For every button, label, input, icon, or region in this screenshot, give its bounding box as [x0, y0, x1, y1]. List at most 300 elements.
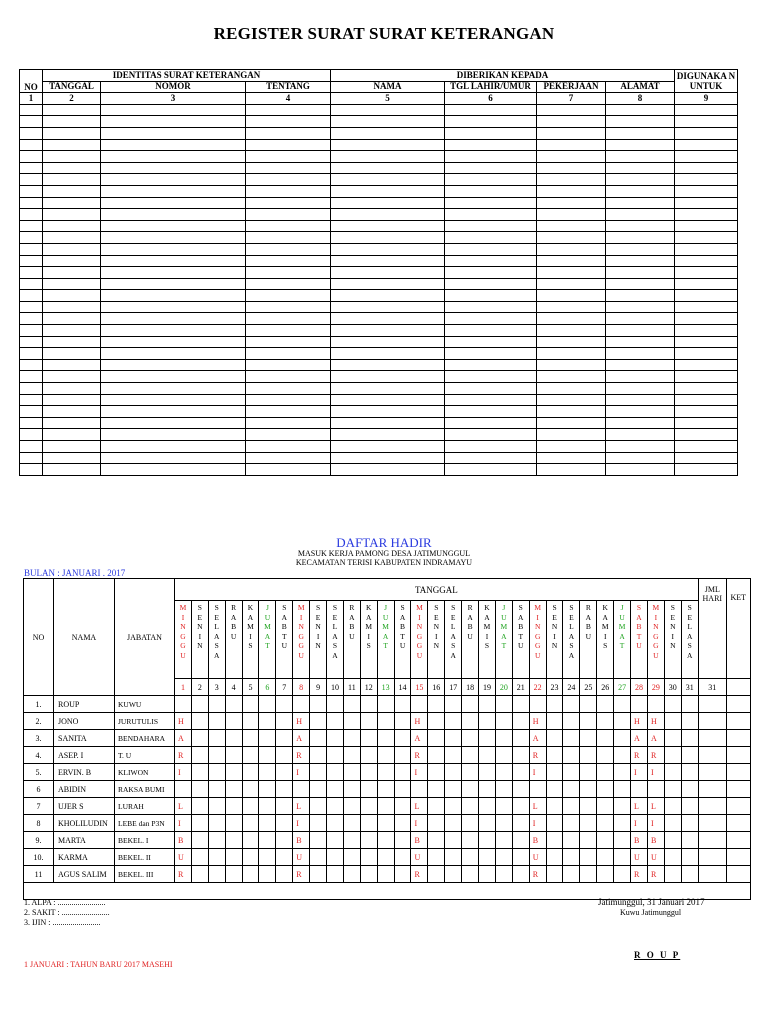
day-cell: [580, 781, 597, 798]
register-cell: [445, 359, 537, 371]
register-cell: [43, 394, 101, 406]
day-cell: [614, 764, 631, 781]
day-cell: [191, 832, 208, 849]
register-cell: [20, 417, 43, 429]
row-ket: [726, 730, 750, 747]
day-cell: [479, 866, 496, 883]
register-cell: [537, 185, 606, 197]
day-cell: [580, 696, 597, 713]
register-cell: [43, 220, 101, 232]
register-cell: [445, 162, 537, 174]
register-row: [20, 116, 738, 128]
day-cell: [310, 866, 327, 883]
day-cell: [664, 730, 681, 747]
register-title: REGISTER SURAT SURAT KETERANGAN: [213, 24, 555, 43]
day-cell: [664, 764, 681, 781]
holiday-mark: L: [647, 798, 664, 815]
day-cell: [310, 798, 327, 815]
holiday-mark: H: [293, 713, 310, 730]
day-cell: [614, 815, 631, 832]
day-cell: [343, 764, 360, 781]
day-cell: [462, 764, 479, 781]
day-cell: [225, 866, 242, 883]
register-cell: [20, 394, 43, 406]
header-tentang: TENTANG: [246, 81, 331, 93]
register-cell: [445, 197, 537, 209]
day-cell: [360, 747, 377, 764]
register-cell: [445, 127, 537, 139]
register-cell: [675, 139, 738, 151]
day-cell: [681, 815, 698, 832]
day-name-23: S E N I N: [546, 601, 563, 679]
register-cell: [537, 232, 606, 244]
day-cell: [664, 815, 681, 832]
day-cell: [242, 781, 259, 798]
day-number-22: 22: [529, 679, 546, 696]
register-cell: [20, 301, 43, 313]
register-cell: [445, 452, 537, 464]
register-cell: [445, 232, 537, 244]
day-cell: [495, 713, 512, 730]
attendance-row: [24, 849, 751, 866]
day-name-10: S E L A S A: [327, 601, 344, 679]
register-cell: [606, 441, 675, 453]
register-cell: [331, 174, 445, 186]
day-cell: [360, 781, 377, 798]
register-cell: [606, 313, 675, 325]
register-cell: [43, 151, 101, 163]
register-cell: [20, 278, 43, 290]
register-cell: [43, 336, 101, 348]
day-number-27: 27: [614, 679, 631, 696]
register-cell: [606, 278, 675, 290]
legend-sakit: 2. SAKIT : ........................: [24, 908, 110, 917]
day-cell: [681, 713, 698, 730]
register-row: [20, 336, 738, 348]
holiday-mark: I: [529, 764, 546, 781]
register-cell: [246, 139, 331, 151]
day-cell: [647, 781, 664, 798]
day-number-29: 29: [647, 679, 664, 696]
register-cell: [445, 220, 537, 232]
day-name-12: K A M I S: [360, 601, 377, 679]
register-row: [20, 185, 738, 197]
register-cell: [331, 255, 445, 267]
register-cell: [445, 209, 537, 221]
day-cell: [394, 764, 411, 781]
holiday-mark: I: [293, 764, 310, 781]
legend-ijin: 3. IJIN : ........................: [24, 918, 101, 927]
register-row: [20, 464, 738, 476]
row-jabatan: LEBE dan P3N: [115, 815, 175, 832]
day-cell: [343, 730, 360, 747]
day-cell: [546, 713, 563, 730]
register-cell: [537, 301, 606, 313]
register-cell: [445, 371, 537, 383]
day-cell: [276, 849, 293, 866]
register-cell: [675, 151, 738, 163]
day-cell: [546, 798, 563, 815]
register-cell: [606, 127, 675, 139]
register-cell: [606, 209, 675, 221]
register-cell: [43, 255, 101, 267]
register-cell: [101, 116, 246, 128]
row-no: 10.: [24, 849, 54, 866]
ket-number: [726, 679, 750, 696]
register-cell: [331, 220, 445, 232]
day-number-19: 19: [479, 679, 496, 696]
holiday-mark: R: [293, 747, 310, 764]
holiday-mark: R: [529, 747, 546, 764]
row-nama: UJER S: [54, 798, 115, 815]
register-cell: [606, 162, 675, 174]
register-cell: [331, 243, 445, 255]
holiday-mark: I: [631, 764, 648, 781]
register-cell: [246, 417, 331, 429]
row-no: 11: [24, 866, 54, 883]
register-cell: [246, 151, 331, 163]
register-cell: [606, 255, 675, 267]
day-cell: [394, 713, 411, 730]
day-cell: [242, 815, 259, 832]
register-row: [20, 243, 738, 255]
register-cell: [331, 104, 445, 116]
row-jml: [698, 764, 726, 781]
row-jabatan: LURAH: [115, 798, 175, 815]
day-cell: [242, 849, 259, 866]
day-cell: [580, 747, 597, 764]
day-cell: [327, 815, 344, 832]
day-cell: [614, 798, 631, 815]
day-cell: [512, 764, 529, 781]
day-number-11: 11: [343, 679, 360, 696]
register-cell: [331, 348, 445, 360]
holiday-mark: R: [647, 866, 664, 883]
register-cell: [331, 185, 445, 197]
day-cell: [462, 713, 479, 730]
attendance-table: [23, 578, 751, 900]
day-number-3: 3: [208, 679, 225, 696]
register-cell: [606, 220, 675, 232]
day-cell: [580, 764, 597, 781]
day-cell: [479, 798, 496, 815]
register-cell: [20, 371, 43, 383]
row-jml: [698, 866, 726, 883]
register-row: [20, 301, 738, 313]
day-cell: [546, 696, 563, 713]
register-cell: [675, 441, 738, 453]
register-cell: [20, 441, 43, 453]
day-cell: [191, 713, 208, 730]
register-cell: [101, 185, 246, 197]
day-cell: [428, 764, 445, 781]
holiday-mark: I: [293, 815, 310, 832]
row-nama: ASEP. I: [54, 747, 115, 764]
day-cell: [343, 832, 360, 849]
register-cell: [331, 127, 445, 139]
holiday-mark: R: [293, 866, 310, 883]
signer-name: R O U P: [634, 950, 681, 960]
day-number-21: 21: [512, 679, 529, 696]
day-name-22: M I N G G U: [529, 601, 546, 679]
day-cell: [225, 832, 242, 849]
register-cell: [606, 116, 675, 128]
register-cell: [537, 220, 606, 232]
day-cell: [563, 713, 580, 730]
register-cell: [675, 267, 738, 279]
day-cell: [529, 781, 546, 798]
day-cell: [259, 696, 276, 713]
register-cell: [445, 278, 537, 290]
day-cell: [664, 713, 681, 730]
day-cell: [512, 696, 529, 713]
day-cell: [428, 696, 445, 713]
register-cell: [537, 348, 606, 360]
attendance-subtitle-1: MASUK KERJA PAMONG DESA JATIMUNGGUL: [297, 549, 471, 558]
day-cell: [445, 764, 462, 781]
holiday-mark: B: [647, 832, 664, 849]
register-cell: [537, 325, 606, 337]
row-ket: [726, 747, 750, 764]
register-row: [20, 255, 738, 267]
register-cell: [20, 325, 43, 337]
day-cell: [479, 696, 496, 713]
day-number-31: 31: [681, 679, 698, 696]
register-cell: [606, 429, 675, 441]
day-cell: [546, 764, 563, 781]
day-number-28: 28: [631, 679, 648, 696]
holiday-mark: H: [647, 713, 664, 730]
register-cell: [445, 139, 537, 151]
holiday-mark: U: [411, 849, 428, 866]
register-cell: [606, 197, 675, 209]
day-cell: [597, 798, 614, 815]
day-cell: [191, 764, 208, 781]
register-cell: [246, 278, 331, 290]
day-cell: [343, 713, 360, 730]
day-cell: [597, 747, 614, 764]
row-jabatan: BEKEL. III: [115, 866, 175, 883]
register-cell: [606, 139, 675, 151]
register-cell: [20, 290, 43, 302]
day-cell: [394, 730, 411, 747]
header-nama: NAMA: [331, 81, 445, 93]
day-number-24: 24: [563, 679, 580, 696]
holiday-mark: H: [529, 713, 546, 730]
register-cell: [675, 383, 738, 395]
register-row: [20, 139, 738, 151]
register-cell: [101, 336, 246, 348]
register-cell: [445, 151, 537, 163]
register-cell: [246, 359, 331, 371]
register-cell: [675, 220, 738, 232]
row-ket: [726, 713, 750, 730]
day-cell: [242, 747, 259, 764]
register-cell: [537, 104, 606, 116]
register-cell: [675, 325, 738, 337]
register-row: [20, 452, 738, 464]
holiday-mark: A: [411, 730, 428, 747]
day-cell: [445, 849, 462, 866]
holiday-mark: L: [175, 798, 192, 815]
day-cell: [563, 747, 580, 764]
day-name-11: R A B U: [343, 601, 360, 679]
day-cell: [276, 832, 293, 849]
header-nomor: NOMOR: [101, 81, 246, 93]
day-cell: [495, 781, 512, 798]
register-cell: [20, 313, 43, 325]
day-name-9: S E N I N: [310, 601, 327, 679]
register-cell: [101, 301, 246, 313]
day-cell: [681, 798, 698, 815]
day-cell: [681, 866, 698, 883]
register-cell: [445, 301, 537, 313]
day-cell: [428, 730, 445, 747]
register-cell: [537, 267, 606, 279]
day-number-8: 8: [293, 679, 310, 696]
row-no: 3.: [24, 730, 54, 747]
register-cell: [445, 255, 537, 267]
day-name-28: S A B T U: [631, 601, 648, 679]
register-cell: [331, 452, 445, 464]
register-cell: [445, 394, 537, 406]
register-cell: [101, 441, 246, 453]
day-name-3: S E L A S A: [208, 601, 225, 679]
register-row: [20, 151, 738, 163]
day-cell: [546, 815, 563, 832]
register-cell: [675, 301, 738, 313]
day-cell: [327, 730, 344, 747]
register-cell: [101, 104, 246, 116]
register-cell: [606, 243, 675, 255]
register-cell: [445, 383, 537, 395]
day-cell: [259, 713, 276, 730]
register-cell: [675, 243, 738, 255]
register-cell: [101, 232, 246, 244]
row-jabatan: BEKEL. II: [115, 849, 175, 866]
holiday-mark: U: [175, 849, 192, 866]
day-cell: [495, 849, 512, 866]
row-no: 7: [24, 798, 54, 815]
holiday-mark: I: [411, 764, 428, 781]
day-cell: [597, 815, 614, 832]
day-cell: [327, 781, 344, 798]
column-number: 4: [246, 93, 331, 105]
register-cell: [101, 162, 246, 174]
register-cell: [43, 359, 101, 371]
register-cell: [675, 197, 738, 209]
day-cell: [394, 849, 411, 866]
register-cell: [445, 104, 537, 116]
day-cell: [479, 730, 496, 747]
register-cell: [20, 243, 43, 255]
register-cell: [606, 348, 675, 360]
holiday-note: 1 JANUARI : TAHUN BARU 2017 MASEHI: [24, 960, 173, 969]
day-cell: [597, 781, 614, 798]
register-cell: [43, 290, 101, 302]
register-cell: [101, 371, 246, 383]
day-cell: [681, 747, 698, 764]
day-cell: [377, 815, 394, 832]
day-cell: [411, 696, 428, 713]
row-jml: [698, 798, 726, 815]
register-table: [19, 69, 738, 476]
row-jml: [698, 713, 726, 730]
day-cell: [580, 798, 597, 815]
register-cell: [101, 452, 246, 464]
column-number: 1: [20, 93, 43, 105]
register-row: [20, 429, 738, 441]
register-cell: [675, 417, 738, 429]
day-cell: [529, 696, 546, 713]
day-number-7: 7: [276, 679, 293, 696]
day-cell: [310, 849, 327, 866]
register-cell: [101, 174, 246, 186]
register-cell: [606, 301, 675, 313]
attendance-row: [24, 781, 751, 798]
register-row: [20, 313, 738, 325]
register-cell: [43, 348, 101, 360]
holiday-mark: R: [411, 747, 428, 764]
day-cell: [242, 730, 259, 747]
day-cell: [310, 764, 327, 781]
attendance-subtitle-2: KECAMATAN TERISI KABUPATEN INDRAMAYU: [295, 558, 473, 567]
column-number: 3: [101, 93, 246, 105]
day-cell: [394, 832, 411, 849]
day-cell: [343, 696, 360, 713]
register-cell: [20, 359, 43, 371]
register-cell: [246, 371, 331, 383]
register-row: [20, 232, 738, 244]
day-cell: [495, 798, 512, 815]
register-cell: [675, 127, 738, 139]
register-cell: [246, 383, 331, 395]
register-cell: [246, 220, 331, 232]
day-cell: [377, 832, 394, 849]
register-cell: [43, 185, 101, 197]
day-cell: [343, 747, 360, 764]
holiday-mark: B: [175, 832, 192, 849]
header-tgl-lahir: TGL LAHIR/UMUR: [445, 81, 537, 93]
register-cell: [606, 371, 675, 383]
day-cell: [428, 713, 445, 730]
holiday-mark: R: [175, 866, 192, 883]
row-no: 5.: [24, 764, 54, 781]
day-cell: [327, 798, 344, 815]
day-cell: [597, 713, 614, 730]
column-number: 6: [445, 93, 537, 105]
register-cell: [331, 278, 445, 290]
day-cell: [191, 866, 208, 883]
day-cell: [512, 815, 529, 832]
day-cell: [428, 849, 445, 866]
day-name-5: K A M I S: [242, 601, 259, 679]
row-ket: [726, 866, 750, 883]
day-cell: [242, 832, 259, 849]
day-cell: [664, 866, 681, 883]
day-cell: [377, 730, 394, 747]
row-no: 1.: [24, 696, 54, 713]
row-nama: KARMA: [54, 849, 115, 866]
register-cell: [20, 336, 43, 348]
row-nama: AGUS SALIM: [54, 866, 115, 883]
day-cell: [664, 849, 681, 866]
row-nama: KHOLILUDIN: [54, 815, 115, 832]
day-cell: [175, 696, 192, 713]
day-cell: [191, 730, 208, 747]
register-cell: [246, 406, 331, 418]
day-cell: [225, 730, 242, 747]
